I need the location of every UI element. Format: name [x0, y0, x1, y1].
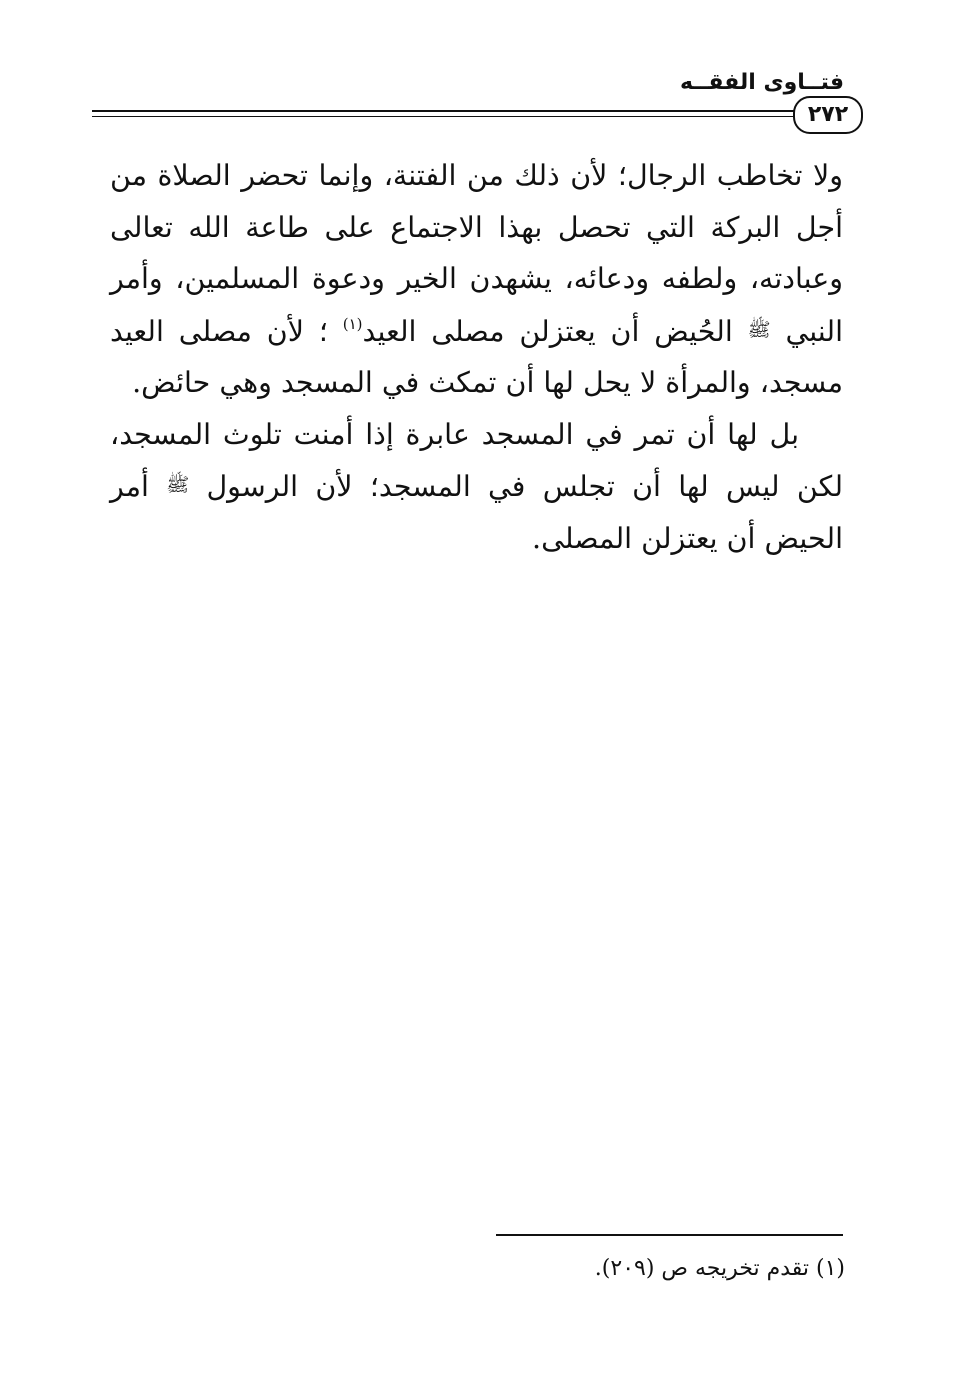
running-title: فتــاوى الفقــه	[679, 70, 844, 95]
paragraph-1-part-2: الحُيض أن يعتزلن مصلى العيد	[362, 314, 733, 348]
paragraph-2-part-2: أمر الحيض أن يعتزلن المصلى.	[110, 470, 843, 555]
salla-honorific: ﷺ	[747, 318, 771, 341]
footnote-1: (١) تقدم تخريجه ص (٢٠٩).	[594, 1256, 845, 1281]
paragraph-1	[110, 150, 843, 409]
header-rule-thin	[92, 116, 802, 117]
page-number: ٢٧٢	[793, 96, 863, 134]
salla-honorific: ﷺ	[166, 474, 190, 496]
paragraph-1-part-3: ؛ لأن مصلى العيد مسجد، والمرأة لا يحل لها أن تمكث في المسجد وهي حائض.	[110, 314, 843, 399]
paragraph-1-part-1: ولا تخاطب الرجال؛ لأن ذلك من الفتنة، وإنما تحضر الصلاة من أجل البركة التي تحصل بهذا الاجتماع على طاعة الله تعالى وعبادته، ولطفه ودعائه، يشهدن الخير ودعوة المسلمين، وأمر النبي	[110, 159, 843, 348]
main-text	[110, 150, 843, 564]
footnote-separator	[496, 1234, 843, 1236]
footnote-reference: (١)	[342, 314, 363, 333]
header-rule-thick	[92, 110, 802, 112]
paragraph-2-part-1: بل لها أن تمر في المسجد عابرة إذا أمنت تلوث المسجد، لكن ليس لها أن تجلس في المسجد؛ لأن الرسول	[110, 417, 844, 503]
paragraph-2	[110, 409, 843, 565]
